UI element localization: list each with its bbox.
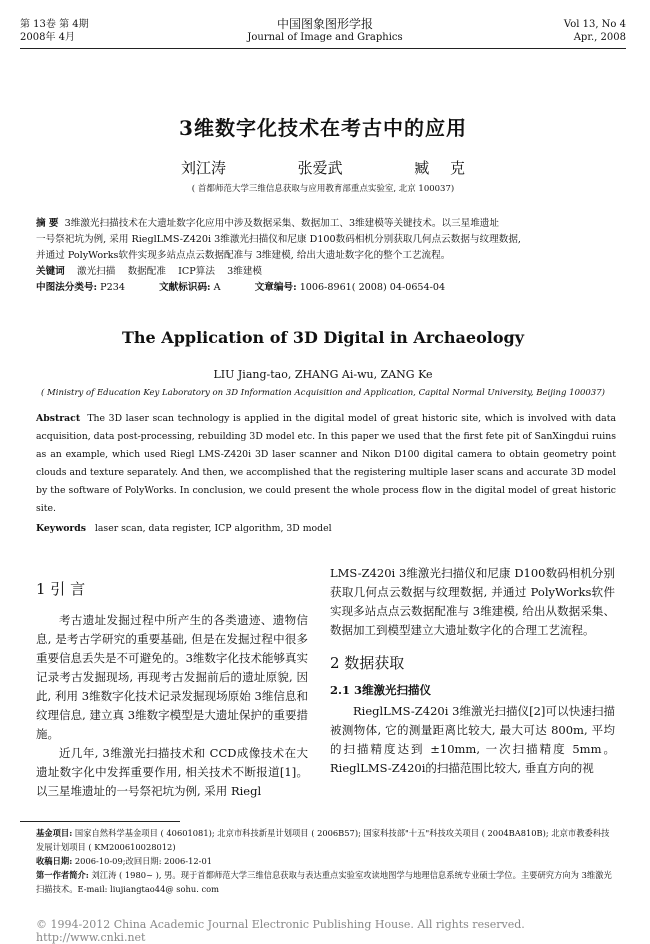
keywords-cn <box>36 264 616 280</box>
abstract-en-label: Abstract <box>36 413 81 424</box>
footnotes <box>36 826 616 896</box>
date-en: Apr., 2008 <box>573 32 626 43</box>
author-2-cn: 张爱武 <box>297 159 343 177</box>
date-cn: 2008年 4月 <box>20 32 75 43</box>
abstract-cn-line-3: 并通过 PolyWorks软件实现多站点点云数据配准与 3维建模, 给出大遗址数字化的整个工艺流程。 <box>36 250 451 261</box>
keywords-cn-label: 关键词 <box>36 266 65 277</box>
section-1-paragraph-2: 近几年, 3维激光扫描技术和 CCD成像技术在大遗址数字化中发挥重要作用, 相关技术不断报道[1]。以三星堆遗址的一号祭祀坑为例, 采用 Riegl <box>36 746 308 798</box>
abstract-en <box>36 410 616 518</box>
abstract-cn-line-1: 3维激光扫描技术在大遗址数字化应用中涉及数据采集、数据加工、3维建模等关键技术。以三星堆遗址 <box>64 218 499 229</box>
affiliation-cn: ( 首都师范大学三维信息获取与应用教育部重点实验室, 北京 100037) <box>191 184 455 194</box>
header-center <box>175 17 475 45</box>
journal-name-cn: 中国图象图形学报 <box>276 17 373 31</box>
right-column <box>330 564 615 778</box>
author-1-cn: 刘江涛 <box>181 159 227 177</box>
volume-issue-cn: 第 13卷 第 4期 <box>20 19 89 30</box>
article-number-label: 文章编号: <box>254 282 297 293</box>
keyword-cn-1: 激光扫描 <box>76 266 116 277</box>
abstract-cn-line-2: 一号祭祀坑为例, 采用 RieglLMS-Z420i 3维激光扫描仪和尼康 D100数码相机分别获取几何点云数据与纹理数据, <box>36 234 521 245</box>
header-rule <box>20 48 626 49</box>
doc-code-label: 文献标识码: <box>159 282 211 293</box>
keyword-cn-3: ICP算法 <box>178 266 215 277</box>
title-en: The Application of 3D Digital in Archaeology <box>122 328 524 347</box>
clc-label: 中图法分类号: <box>36 282 98 293</box>
abstract-cn <box>36 216 616 296</box>
footnote-rule <box>20 821 180 822</box>
keyword-cn-2: 数据配准 <box>127 266 166 277</box>
section-1-paragraph-1: 考古遗址发掘过程中所产生的各类遗迹、遗物信息, 是考古学研究的重要基础, 但是在发掘过程中很多重要信息丢失是不可避免的。3维数字化技术能够真实记录考古发掘现场, 再现考古发掘前后的遗址原貌, 因此, 利用 3维数字化技术记录发掘现场原始 3维信息和纹理信息, 建立真 3维数字模型是大遗址保护的重要措施。 <box>36 613 308 741</box>
keywords-en <box>36 520 616 538</box>
authors-en: LIU Jiang-tao, ZHANG Ai-wu, ZANG Ke <box>213 368 433 381</box>
right-column-continuation: LMS-Z420i 3维激光扫描仪和尼康 D100数码相机分别获取几何点云数据与纹理数据, 并通过 PolyWorks软件实现多站点点云数据配准与 3维建模, 给出从数据采集、数据加工到模型建立大遗址数字化的合理工艺流程。 <box>330 566 615 637</box>
clc-value: P234 <box>100 282 125 293</box>
authors-cn <box>20 157 626 178</box>
keywords-en-label: Keywords <box>36 523 87 534</box>
header-left <box>20 18 89 44</box>
footnote-author: 第一作者简介: 刘江涛 ( 1980~ ), 男。现于首都师范大学三维信息获取与表达重点实验室攻读地图学与地理信息系统专业硕士学位。主要研究方向为 3维激光扫描技术。E-mail: liujiangtao44@ sohu. com <box>36 870 612 894</box>
classification-line <box>36 280 616 296</box>
volume-issue-en: Vol 13, No 4 <box>563 19 626 30</box>
header-right <box>466 18 626 44</box>
abstract-en-text: The 3D laser scan technology is applied in the digital model of great historic site, which is involved with data acquisition, data post-processing, rebuilding 3D model etc. In this paper we used that the first fete pit of SanXingdui ruins as an example, which used Riegl LMS-Z420i 3D laser scanner and Nikon D100 digital camera to obtain geometry point clouds and texture separately. And then, we accomplished that the registering multiple laser scans and accurate 3D model by the software of PolyWorks. In conclusion, we could present the whole process flow in the digital model of great historic site. <box>36 413 616 514</box>
footnote-received: 收稿日期: 2006-10-09;改回日期: 2006-12-01 <box>36 856 212 866</box>
section-1-body <box>36 611 308 801</box>
journal-name-en: Journal of Image and Graphics <box>247 32 403 43</box>
copyright-watermark: © 1994-2012 China Academic Journal Electronic Publishing House. All rights reserved. http://www.cnki.net <box>36 918 525 944</box>
keywords-en-text: laser scan, data register, ICP algorithm, 3D model <box>94 523 332 534</box>
footnote-funding: 基金项目: 国家自然科学基金项目 ( 40601081); 北京市科技新星计划项目 ( 2006B57); 国家科技部"十五"科技攻关项目 ( 2004BA810B); 北京市教委科技发展计划项目 ( KM200610028012) <box>36 828 610 852</box>
title-cn: 3维数字化技术在考古中的应用 <box>179 116 467 140</box>
section-1-heading: 1 引 言 <box>36 580 86 598</box>
keyword-cn-4: 3维建模 <box>227 266 263 277</box>
subsection-2-1-heading: 2.1 3维激光扫描仪 <box>330 683 432 697</box>
abstract-cn-label: 摘 要 <box>36 218 59 229</box>
doc-code-value: A <box>213 282 221 293</box>
section-2-1-paragraph: RieglLMS-Z420i 3维激光扫描仪[2]可以快速扫描被测物体, 它的测量距离比较大, 最大可达 800m, 平均的扫描精度达到 ±10mm, 一次扫描精度 5mm。RieglLMS-Z420i的扫描范围比较大, 垂直方向的视 <box>330 704 615 775</box>
author-3-cn: 臧 克 <box>414 159 465 177</box>
article-number-value: 1006-8961( 2008) 04-0654-04 <box>299 282 446 293</box>
affiliation-en: ( Ministry of Education Key Laboratory on 3D Information Acquisition and Application, Capital Normal University, Beijing 100037) <box>41 388 605 398</box>
section-2-heading: 2 数据获取 <box>330 654 405 672</box>
